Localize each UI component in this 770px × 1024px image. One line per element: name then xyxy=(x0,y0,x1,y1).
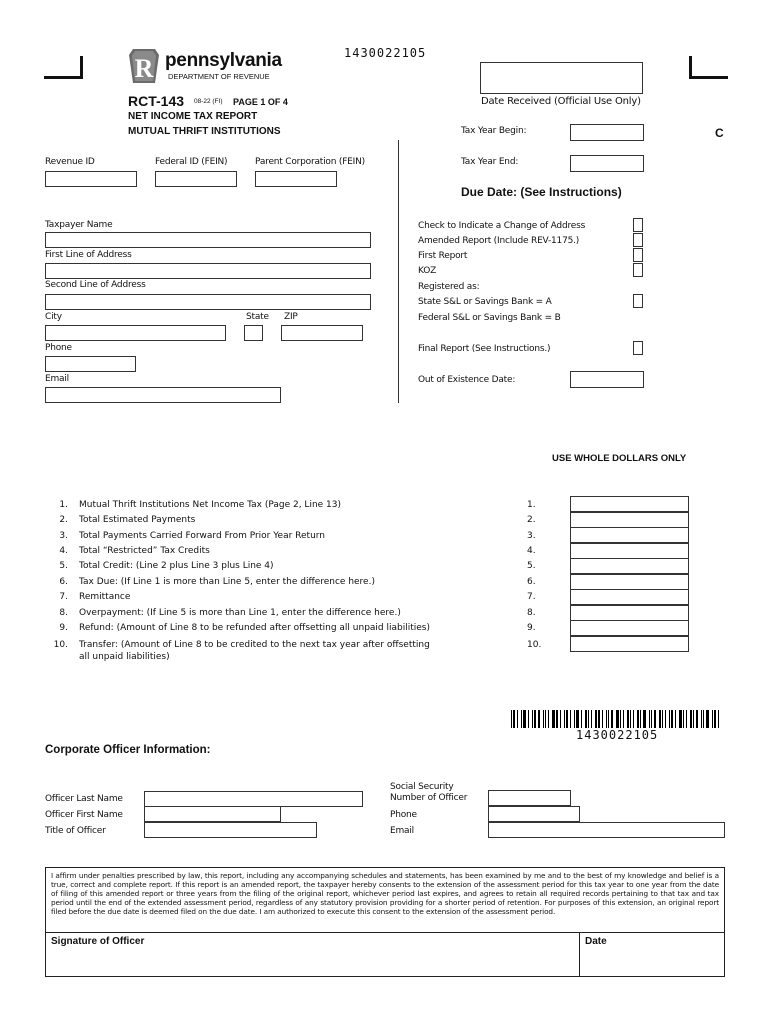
barcode-bar xyxy=(521,710,522,728)
address-line-2-label: Second Line of Address xyxy=(45,280,146,290)
barcode-bar xyxy=(686,710,687,728)
barcode-bar xyxy=(606,710,607,728)
line-ref-number: 9. xyxy=(527,623,536,633)
line-9-input[interactable] xyxy=(570,620,689,636)
due-date-label: Due Date: (See Instructions) xyxy=(461,185,622,199)
barcode-bar xyxy=(662,710,663,728)
title-line-2: MUTUAL THRIFT INSTITUTIONS xyxy=(128,126,281,137)
line-ref-number: 5. xyxy=(527,561,536,571)
barcode-bar xyxy=(611,710,613,728)
amended-checkbox[interactable] xyxy=(633,233,643,247)
signature-label: Signature of Officer xyxy=(51,936,145,947)
barcode-bar xyxy=(560,710,561,728)
affirmation-text: I affirm under penalties prescribed by law, this report, including any accompanying schedules and statements, has been examined by me and to the best of my knowledge and belief is a true, correct and complete report. If this report is an amended report, the taxpayer hereby consents to the extension of the assessment period for this tax year to one year from the date of filing of this amended report or three years from the filing of the original report, whichever period last expires, and agrees to retain all required records pertaining to that tax and tax period until the end of the extended assessment period, regardless of any statutory provision providing for a shorter period of retention. For purposes of this extension, an original report filed before the due date is deemed filed on the due date. I am authorized to execute this consent to the extension of the assessment period. xyxy=(51,871,719,917)
state-sl-label: State S&L or Savings Bank = A xyxy=(418,297,552,307)
first-report-label: First Report xyxy=(418,251,468,261)
line-text: Refund: (Amount of Line 8 to be refunded after offsetting all unpaid liabilities) xyxy=(79,623,430,633)
barcode-bar xyxy=(637,710,639,728)
officer-ssn-label-2: Number of Officer xyxy=(390,793,468,803)
barcode-bar xyxy=(633,710,634,728)
federal-id-input[interactable] xyxy=(155,171,237,187)
barcode-bar xyxy=(564,710,565,728)
barcode-bar xyxy=(552,710,555,728)
email-label: Email xyxy=(45,374,69,384)
date-received-label: Date Received (Official Use Only) xyxy=(481,96,641,107)
out-of-existence-label: Out of Existence Date: xyxy=(418,375,516,385)
barcode-bar xyxy=(718,710,719,728)
final-report-checkbox[interactable] xyxy=(633,341,643,355)
barcode-bar xyxy=(545,710,546,728)
line-number: 8. xyxy=(59,608,68,618)
barcode-image xyxy=(511,710,725,728)
form-id-top: 1430022105 xyxy=(344,46,427,60)
barcode-bar xyxy=(623,710,624,728)
change-address-label: Check to Indicate a Change of Address xyxy=(418,221,586,231)
line-7-input[interactable] xyxy=(570,589,689,605)
barcode-bar xyxy=(671,710,673,728)
section-divider xyxy=(398,140,399,403)
barcode-bar xyxy=(591,710,592,728)
line-3-input[interactable] xyxy=(570,527,689,543)
koz-label: KOZ xyxy=(418,266,437,276)
line-text-continued: all unpaid liabilities) xyxy=(79,652,170,662)
koz-checkbox[interactable] xyxy=(633,263,643,277)
first-report-checkbox[interactable] xyxy=(633,248,643,262)
registration-mark-left xyxy=(44,56,83,79)
barcode-bar xyxy=(693,710,694,728)
final-report-label: Final Report (See Instructions.) xyxy=(418,344,551,354)
line-2-input[interactable] xyxy=(570,512,689,528)
date-received-box[interactable] xyxy=(480,62,643,94)
barcode-bar xyxy=(701,710,702,728)
edge-letter: C xyxy=(715,126,724,140)
barcode-bar xyxy=(616,710,619,728)
taxpayer-name-label: Taxpayer Name xyxy=(45,220,113,230)
change-address-checkbox[interactable] xyxy=(633,218,643,232)
zip-label: ZIP xyxy=(284,312,298,322)
barcode-bar xyxy=(643,710,646,728)
line-number: 10. xyxy=(53,640,68,650)
barcode-bar xyxy=(513,710,515,728)
line-number: 2. xyxy=(59,515,68,525)
barcode-number: 1430022105 xyxy=(576,728,659,742)
svg-text:R: R xyxy=(134,54,154,83)
officer-title-label: Title of Officer xyxy=(45,826,106,836)
barcode-bar xyxy=(706,710,709,728)
amended-label: Amended Report (Include REV-1175.) xyxy=(418,236,580,246)
line-ref-number: 8. xyxy=(527,608,536,618)
officer-ssn-input[interactable] xyxy=(488,790,571,806)
barcode-bar xyxy=(659,710,661,728)
parent-corp-label: Parent Corporation (FEIN) xyxy=(255,157,365,167)
line-ref-number: 6. xyxy=(527,577,536,587)
barcode-bar xyxy=(528,710,529,728)
officer-email-input[interactable] xyxy=(488,822,725,838)
city-input[interactable] xyxy=(45,325,226,341)
barcode-bar xyxy=(598,710,600,728)
line-number: 3. xyxy=(59,531,68,541)
line-number: 5. xyxy=(59,561,68,571)
line-10-input[interactable] xyxy=(570,636,689,652)
line-ref-number: 4. xyxy=(527,546,536,556)
barcode-bar xyxy=(570,710,571,728)
officer-phone-label: Phone xyxy=(390,810,417,820)
phone-label: Phone xyxy=(45,343,72,353)
date-label: Date xyxy=(585,936,607,947)
federal-id-label: Federal ID (FEIN) xyxy=(155,157,228,167)
line-6-input[interactable] xyxy=(570,574,689,590)
barcode-bar xyxy=(548,710,549,728)
barcode-bar xyxy=(543,710,544,728)
barcode-bar xyxy=(534,710,536,728)
officer-phone-input[interactable] xyxy=(488,806,580,822)
tax-year-end-label: Tax Year End: xyxy=(461,157,519,167)
barcode-bar xyxy=(649,710,650,728)
line-text: Total “Restricted” Tax Credits xyxy=(79,546,210,556)
registration-mark-right xyxy=(689,56,728,79)
barcode-bar xyxy=(712,710,713,728)
line-ref-number: 10. xyxy=(527,640,542,650)
barcode-bar xyxy=(574,710,575,728)
barcode-bar xyxy=(690,710,692,728)
officer-ssn-label-1: Social Security xyxy=(390,782,454,792)
line-text: Total Payments Carried Forward From Prior Year Return xyxy=(79,531,326,541)
barcode-bar xyxy=(620,710,621,728)
barcode-bar xyxy=(630,710,631,728)
barcode-bar xyxy=(679,710,682,728)
barcode-bar xyxy=(669,710,670,728)
officer-section-title: Corporate Officer Information: xyxy=(45,744,211,756)
line-text: Total Estimated Payments xyxy=(79,515,196,525)
line-8-input[interactable] xyxy=(570,605,689,621)
barcode-bar xyxy=(538,710,540,728)
federal-sl-label: Federal S&L or Savings Bank = B xyxy=(418,313,561,323)
date-field[interactable] xyxy=(580,950,724,976)
state-label: State xyxy=(246,312,269,322)
line-text: Overpayment: (If Line 5 is more than Line 1, enter the difference here.) xyxy=(79,608,401,618)
line-number: 1. xyxy=(59,500,68,510)
tax-year-end-input[interactable] xyxy=(570,155,644,172)
signature-field[interactable] xyxy=(46,950,578,976)
officer-last-name-label: Officer Last Name xyxy=(45,794,123,804)
barcode-bar xyxy=(595,710,597,728)
barcode-bar xyxy=(581,710,582,728)
out-of-existence-input[interactable] xyxy=(570,371,644,388)
tax-year-begin-input[interactable] xyxy=(570,124,644,141)
registered-as-label: Registered as: xyxy=(418,282,480,292)
officer-email-label: Email xyxy=(390,826,414,836)
barcode-bar xyxy=(675,710,676,728)
line-text: Remittance xyxy=(79,592,131,602)
barcode-bar xyxy=(651,710,652,728)
barcode-bar xyxy=(585,710,587,728)
whole-dollars-note: USE WHOLE DOLLARS ONLY xyxy=(552,453,687,464)
line-number: 6. xyxy=(59,577,68,587)
line-4-input[interactable] xyxy=(570,543,689,559)
line-5-input[interactable] xyxy=(570,558,689,574)
line-ref-number: 1. xyxy=(527,500,536,510)
line-number: 4. xyxy=(59,546,68,556)
agency-sub: DEPARTMENT OF REVENUE xyxy=(168,72,270,81)
form-code: RCT-143 xyxy=(128,93,185,109)
line-text: Total Credit: (Line 2 plus Line 3 plus Line 4) xyxy=(79,561,274,571)
zip-input[interactable] xyxy=(281,325,363,341)
barcode-bar xyxy=(683,710,684,728)
barcode-bar xyxy=(517,710,518,728)
line-number: 7. xyxy=(59,592,68,602)
barcode-bar xyxy=(714,710,716,728)
line-text: Tax Due: (If Line 1 is more than Line 5, enter the difference here.) xyxy=(79,577,375,587)
barcode-bar xyxy=(703,710,704,728)
email-input[interactable] xyxy=(45,387,281,403)
officer-title-input[interactable] xyxy=(144,822,317,838)
agency-name: pennsylvania xyxy=(165,50,282,71)
line-ref-number: 3. xyxy=(527,531,536,541)
line-ref-number: 2. xyxy=(527,515,536,525)
signature-row-divider xyxy=(46,932,724,933)
officer-last-name-input[interactable] xyxy=(144,791,363,807)
phone-input[interactable] xyxy=(45,356,136,372)
address-line-1-label: First Line of Address xyxy=(45,250,132,260)
taxpayer-name-input[interactable] xyxy=(45,232,371,248)
line-text: Mutual Thrift Institutions Net Income Tax (Page 2, Line 13) xyxy=(79,500,342,510)
barcode-bar xyxy=(640,710,641,728)
form-version: 08-22 (FI) xyxy=(194,98,223,105)
barcode-bar xyxy=(588,710,589,728)
revenue-id-input[interactable] xyxy=(45,171,137,187)
officer-first-name-label: Officer First Name xyxy=(45,810,123,820)
page-label: PAGE 1 OF 4 xyxy=(233,97,288,107)
line-number: 9. xyxy=(59,623,68,633)
barcode-bar xyxy=(654,710,656,728)
barcode-bar xyxy=(627,710,629,728)
parent-corp-input[interactable] xyxy=(255,171,337,187)
address-line-2-input[interactable] xyxy=(45,294,371,310)
title-line-1: NET INCOME TAX REPORT xyxy=(128,111,258,122)
barcode-bar xyxy=(556,710,558,728)
barcode-bar xyxy=(696,710,698,728)
affirmation-box xyxy=(45,867,725,977)
revenue-id-label: Revenue ID xyxy=(45,157,95,167)
address-line-1-input[interactable] xyxy=(45,263,371,279)
keystone-logo-icon xyxy=(128,47,160,85)
barcode-bar xyxy=(602,710,603,728)
barcode-bar xyxy=(532,710,533,728)
barcode-bar xyxy=(608,710,609,728)
officer-first-name-input[interactable] xyxy=(144,806,281,822)
barcode-bar xyxy=(511,710,512,728)
city-label: City xyxy=(45,312,62,322)
barcode-bar xyxy=(566,710,568,728)
tax-year-begin-label: Tax Year Begin: xyxy=(461,126,527,136)
line-text: Transfer: (Amount of Line 8 to be credited to the next tax year after offsetting xyxy=(79,640,430,650)
registration-type-checkbox[interactable] xyxy=(633,294,643,308)
barcode-bar xyxy=(665,710,666,728)
state-input[interactable] xyxy=(244,325,263,341)
line-1-input[interactable] xyxy=(570,496,689,512)
line-ref-number: 7. xyxy=(527,592,536,602)
barcode-bar xyxy=(523,710,526,728)
barcode-bar xyxy=(576,710,579,728)
